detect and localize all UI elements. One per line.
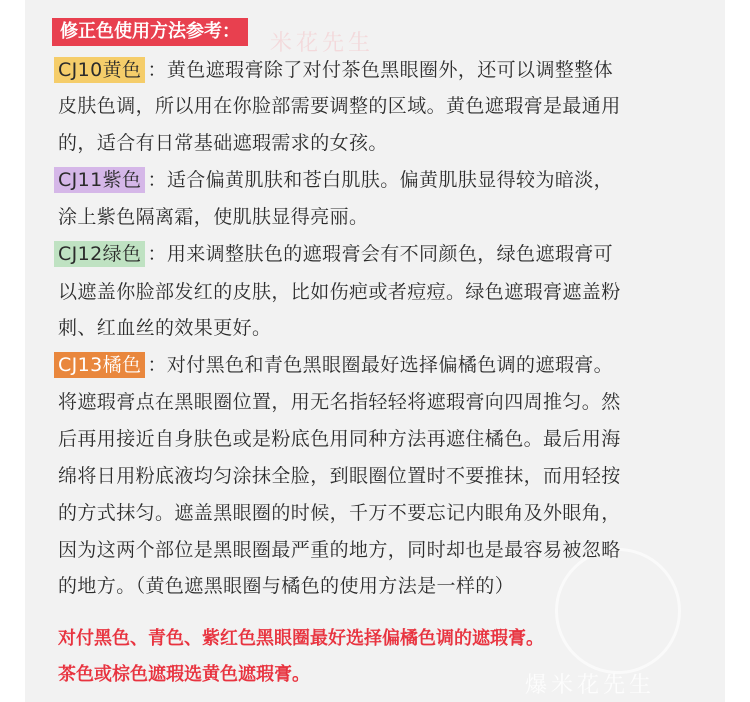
cj13-tag: CJ13橘色 [54, 352, 145, 378]
cj12-line-3: 刺、红血丝的效果更好。 [58, 317, 272, 339]
cj13-line-6: 因为这两个部位是黑眼圈最严重的地方，同时却也是最容易被忽略 [58, 539, 621, 561]
cj12-line-1: CJ12绿色 ：用来调整肤色的遮瑕膏会有不同颜色，绿色遮瑕膏可 [58, 241, 720, 267]
section-title: 修正色使用方法参考： [52, 18, 248, 46]
cj10-line-1: CJ10黄色 ：黄色遮瑕膏除了对付茶色黑眼圈外，还可以调整整体 [58, 57, 720, 83]
cj10-line-2: 皮肤色调，所以用在你脸部需要调整的区域。黄色遮瑕膏是最通用 [58, 95, 621, 117]
cj12-tag: CJ12绿色 [54, 241, 145, 267]
watermark-logo [555, 548, 681, 674]
cj13-line-2: 将遮瑕膏点在黑眼圈位置，用无名指轻轻将遮瑕膏向四周推匀。然 [58, 391, 621, 413]
cj12-line-2: 以遮盖你脸部发红的皮肤，比如伤疤或者痘痘。绿色遮瑕膏遮盖粉 [58, 281, 621, 303]
watermark-bottom: 爆米花先生 [525, 673, 656, 698]
note-2: 茶色或棕色遮瑕选黄色遮瑕膏。 [58, 664, 310, 685]
cj13-line-3: 后再用接近自身肤色或是粉底色用同种方法再遮住橘色。最后用海 [58, 428, 621, 450]
note-1: 对付黑色、青色、紫红色黑眼圈最好选择偏橘色调的遮瑕膏。 [58, 628, 544, 649]
cj11-tag: CJ11紫色 [54, 167, 145, 193]
cj13-line-7: 的地方。（黄色遮黑眼圈与橘色的使用方法是一样的） [58, 575, 515, 597]
cj11-line-2: 涂上紫色隔离霜，使肌肤显得亮丽。 [58, 206, 369, 228]
cj10-tag: CJ10黄色 [54, 57, 145, 83]
watermark-top: 米花先生 [270, 31, 375, 56]
cj10-line-3: 的，适合有日常基础遮瑕需求的女孩。 [58, 132, 388, 154]
cj13-line-5: 的方式抹匀。遮盖黑眼圈的时候，千万不要忘记内眼角及外眼角， [58, 502, 621, 524]
cj11-line-1: CJ11紫色 ：适合偏黄肌肤和苍白肌肤。偏黄肌肤显得较为暗淡， [58, 167, 720, 193]
cj13-line-4: 绵将日用粉底液均匀涂抹全脸，到眼圈位置时不要推抹，而用轻按 [58, 465, 621, 487]
cj13-line-1: CJ13橘色 ：对付黑色和青色黑眼圈最好选择偏橘色调的遮瑕膏。 [58, 352, 720, 378]
